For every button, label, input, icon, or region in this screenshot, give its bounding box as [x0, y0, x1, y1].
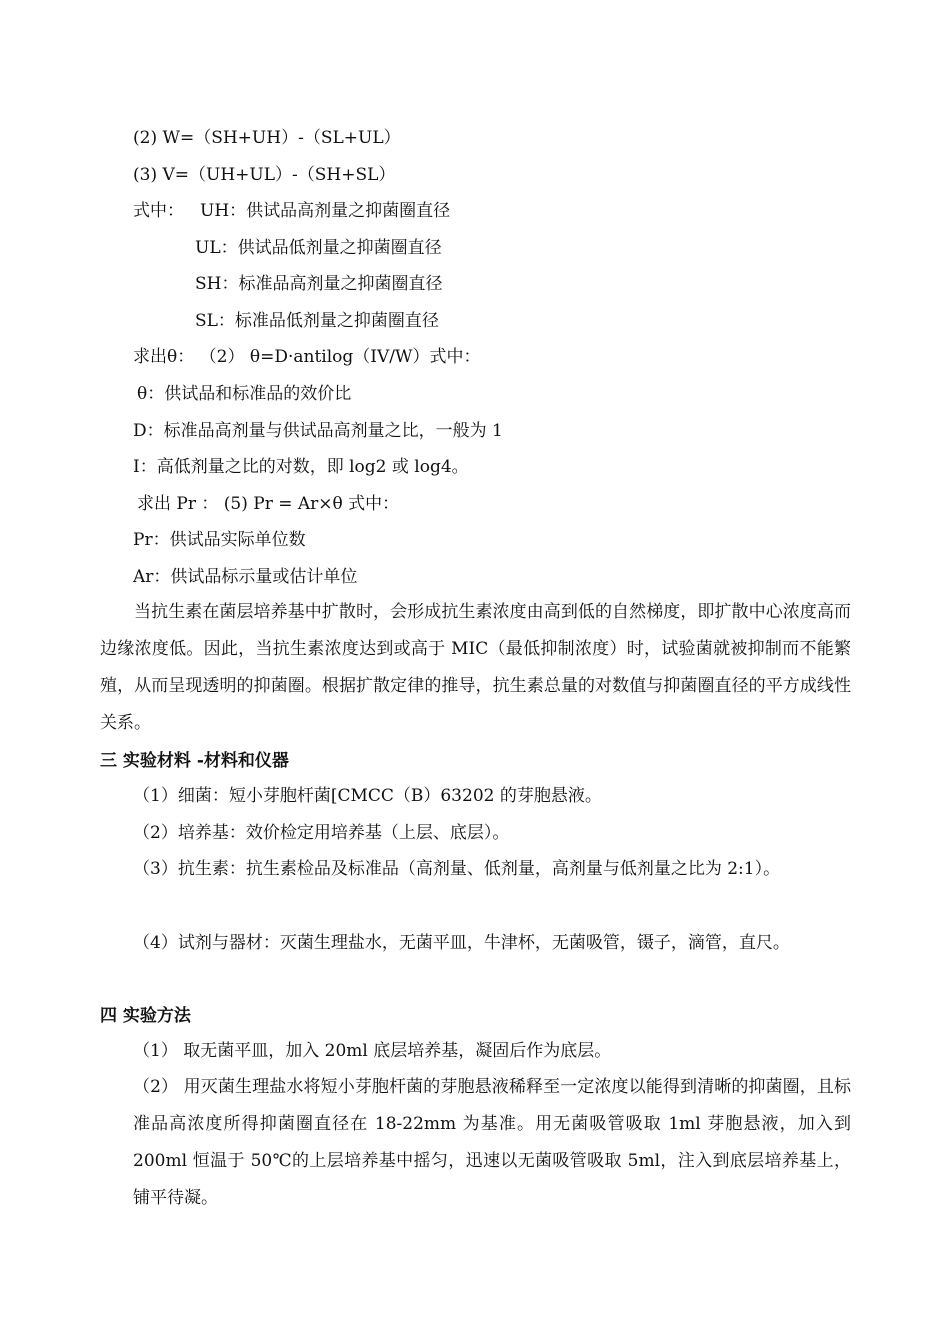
section-3-item-2: （2）培养基：效价检定用培养基（上层、底层）。 — [133, 823, 510, 843]
definition-uh: UH：供试品高剂量之抑菌圈直径 — [200, 201, 451, 221]
section-3-heading: 三 实验材料 -材料和仪器 — [100, 751, 289, 771]
pr-definition: Pr：供试品实际单位数 — [133, 530, 306, 550]
section-4-heading: 四 实验方法 — [100, 1006, 191, 1026]
pr-formula: 求出 Pr ： (5) Pr = Ar×θ 式中： — [137, 494, 400, 514]
definition-sl: SL：标准品低剂量之抑菌圈直径 — [195, 311, 439, 331]
principle-paragraph: 当抗生素在菌层培养基中扩散时，会形成抗生素浓度由高到低的自然梯度，即扩散中心浓度高而边缘浓度低。因此，当抗生素浓度达到或高于 MIC（最低抑制浓度）时，试验菌就被抑制而不能繁殖，从而呈现透明的抑菌圈。根据扩散定律的推导，抗生素总量的对数值与抑菌圈直径的平方成线性关系。 — [100, 602, 851, 733]
section-4-item-2: （2） 用灭菌生理盐水将短小芽胞杆菌的芽胞悬液稀释至一定浓度以能得到清晰的抑菌圈，且标准品高浓度所得抑菌圈直径在 18-22mm 为基准。用无菌吸管吸取 1ml 芽胞悬液，加入到 200ml 恒温于 50℃的上层培养基中摇匀，迅速以无菌吸管吸取 5ml，注入到底层培养基上，铺平待凝。 — [133, 1077, 851, 1208]
definitions-prefix: 式中： — [133, 201, 184, 221]
section-3-item-4: （4）试剂与器材：灭菌生理盐水，无菌平皿，牛津杯，无菌吸管，镊子，滴管，直尺。 — [133, 933, 790, 953]
section-3-item-1: （1）细菌：短小芽胞杆菌[CMCC（B）63202 的芽胞悬液。 — [133, 786, 602, 806]
section-3-item-3: （3）抗生素：抗生素检品及标准品（高剂量、低剂量，高剂量与低剂量之比为 2:1）。 — [133, 859, 781, 879]
ar-definition: Ar：供试品标示量或估计单位 — [133, 567, 358, 587]
definition-sh: SH：标准品高剂量之抑菌圈直径 — [195, 274, 443, 294]
formula-v: (3) V=（UH+UL）-（SH+SL） — [133, 165, 396, 185]
theta-formula: 求出θ： （2） θ=D·antilog（IV/W）式中： — [133, 347, 481, 367]
theta-definition: θ：供试品和标准品的效价比 — [137, 384, 352, 404]
d-definition: D：标准品高剂量与供试品高剂量之比，一般为 1 — [133, 421, 503, 441]
section-4-item-1: （1） 取无菌平皿，加入 20ml 底层培养基，凝固后作为底层。 — [133, 1041, 612, 1061]
i-definition: I：高低剂量之比的对数，即 log2 或 log4。 — [133, 457, 469, 477]
formula-w: (2) W=（SH+UH）-（SL+UL） — [133, 128, 401, 148]
definition-ul: UL：供试品低剂量之抑菌圈直径 — [195, 238, 442, 258]
